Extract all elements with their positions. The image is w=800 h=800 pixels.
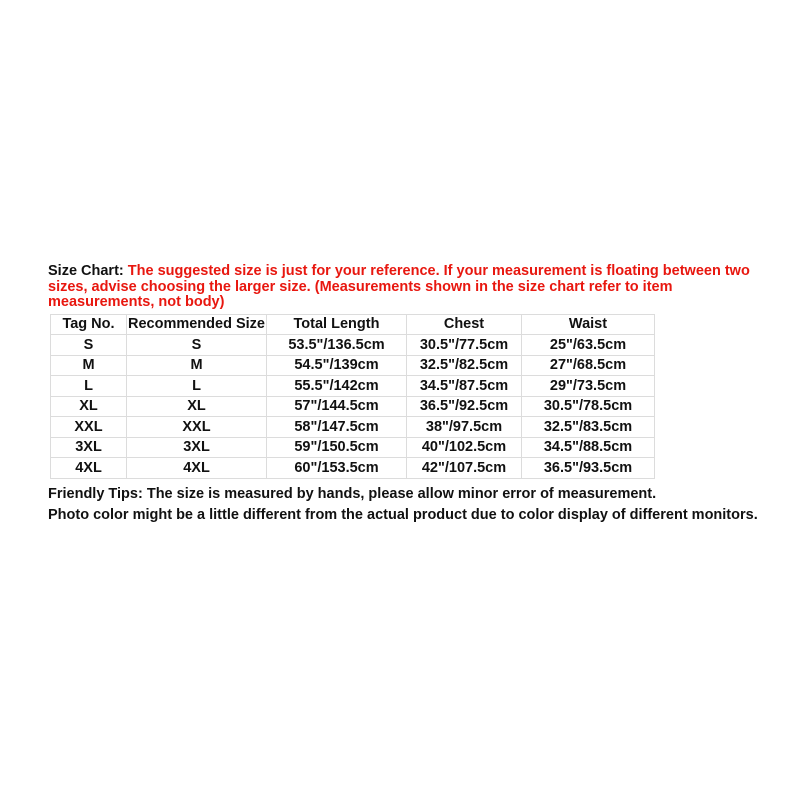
cell-waist: 29"/73.5cm [522,376,655,397]
header-tag-no: Tag No. [51,314,127,335]
table-row [51,396,655,417]
cell-waist: 30.5"/78.5cm [522,396,655,417]
cell-total-length: 55.5"/142cm [267,376,407,397]
cell-chest: 40"/102.5cm [407,437,522,458]
friendly-tips: Friendly Tips: The size is measured by hands, please allow minor error of measurement. [48,485,657,502]
table-row [51,376,655,397]
cell-recommended-size: XL [127,396,267,417]
table-row [51,355,655,376]
header-waist: Waist [522,314,655,335]
photo-color-note: Photo color might be a little different from the actual product due to color display of different monitors. [48,507,758,523]
cell-recommended-size: 3XL [127,437,267,458]
cell-total-length: 57"/144.5cm [267,396,407,417]
table-row [51,437,655,458]
cell-recommended-size: S [127,335,267,356]
cell-chest: 42"/107.5cm [407,458,522,479]
size-chart-intro [48,264,760,311]
cell-chest: 30.5"/77.5cm [407,335,522,356]
cell-tag-no: XXL [51,417,127,438]
size-chart-label: Size Chart: [48,263,124,279]
size-chart-sheet [48,264,760,524]
cell-tag-no: L [51,376,127,397]
cell-tag-no: 3XL [51,437,127,458]
cell-tag-no: M [51,355,127,376]
cell-recommended-size: L [127,376,267,397]
cell-recommended-size: M [127,355,267,376]
cell-total-length: 54.5"/139cm [267,355,407,376]
table-row [51,458,655,479]
cell-waist: 27"/68.5cm [522,355,655,376]
size-chart-note: The suggested size is just for your reference. If your measurement is floating between two sizes, advise choosing the larger size. (Measurements shown in the size chart refer to item measurements, not body) [48,263,750,310]
cell-chest: 38"/97.5cm [407,417,522,438]
table-header-row [51,314,655,335]
cell-recommended-size: XXL [127,417,267,438]
cell-chest: 34.5"/87.5cm [407,376,522,397]
header-chest: Chest [407,314,522,335]
cell-waist: 36.5"/93.5cm [522,458,655,479]
cell-waist: 25"/63.5cm [522,335,655,356]
cell-waist: 32.5"/83.5cm [522,417,655,438]
cell-total-length: 58"/147.5cm [267,417,407,438]
table-row [51,417,655,438]
header-total-length: Total Length [267,314,407,335]
cell-total-length: 53.5"/136.5cm [267,335,407,356]
size-table [50,314,655,479]
cell-tag-no: S [51,335,127,356]
header-recommended-size: Recommended Size [127,314,267,335]
cell-chest: 32.5"/82.5cm [407,355,522,376]
table-row [51,335,655,356]
cell-total-length: 59"/150.5cm [267,437,407,458]
cell-recommended-size: 4XL [127,458,267,479]
cell-tag-no: XL [51,396,127,417]
cell-chest: 36.5"/92.5cm [407,396,522,417]
cell-waist: 34.5"/88.5cm [522,437,655,458]
cell-total-length: 60"/153.5cm [267,458,407,479]
cell-tag-no: 4XL [51,458,127,479]
